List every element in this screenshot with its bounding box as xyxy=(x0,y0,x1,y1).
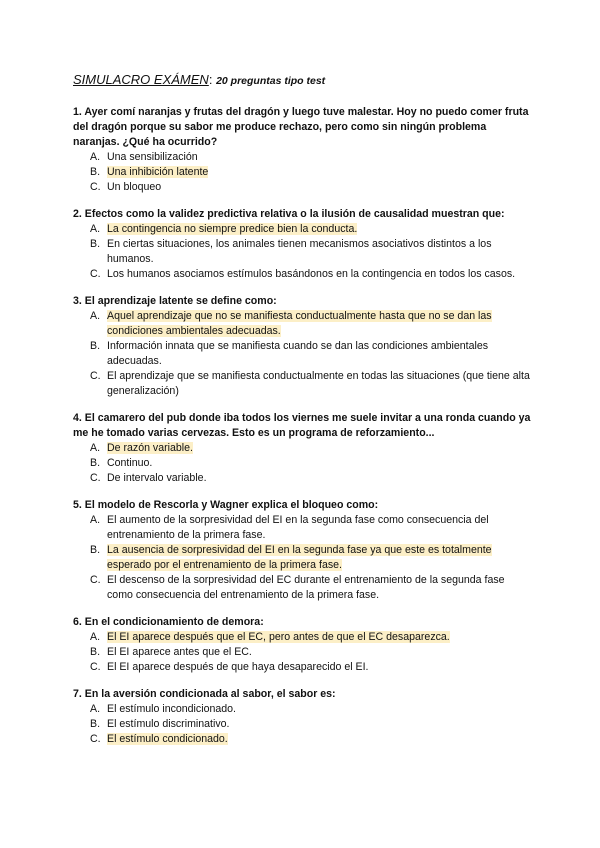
question-text: 1. Ayer comí naranjas y frutas del dragón y luego tuve malestar. Hoy no puedo comer fruta del dragón porque su sabor me produce rechazo, pero como sin ningún problema naranjas. ¿Qué ha ocurrido? xyxy=(73,106,529,148)
option-letter: B. xyxy=(90,718,101,730)
option-letter: B. xyxy=(90,340,101,352)
option-b xyxy=(73,339,533,369)
option-letter: A. xyxy=(90,442,101,454)
options-list xyxy=(73,222,533,282)
option-letter: C. xyxy=(90,733,101,745)
option-b xyxy=(73,456,533,471)
page-title xyxy=(73,72,533,87)
option-text: El EI aparece antes que el EC. xyxy=(107,646,252,658)
option-letter: C. xyxy=(90,574,101,586)
option-c xyxy=(73,369,533,399)
option-text-highlighted: La contingencia no siempre predice bien la conducta. xyxy=(107,223,358,235)
option-c xyxy=(73,573,533,603)
question-text: 6. En el condicionamiento de demora: xyxy=(73,616,264,628)
question-2 xyxy=(73,207,533,282)
option-text: El EI aparece después de que haya desaparecido el EI. xyxy=(107,661,369,673)
question-6 xyxy=(73,615,533,675)
question-7 xyxy=(73,687,533,747)
question-text: 7. En la aversión condicionada al sabor, el sabor es: xyxy=(73,688,336,700)
options-list xyxy=(73,630,533,675)
option-text-highlighted: Una inhibición latente xyxy=(107,166,209,178)
option-letter: B. xyxy=(90,238,101,250)
option-a xyxy=(73,309,533,339)
title-subtitle: 20 preguntas tipo test xyxy=(216,75,326,87)
document-page xyxy=(73,72,533,759)
option-letter: C. xyxy=(90,661,101,673)
option-a xyxy=(73,630,533,645)
option-a xyxy=(73,222,533,237)
option-letter: C. xyxy=(90,472,101,484)
option-c xyxy=(73,471,533,486)
option-a xyxy=(73,441,533,456)
option-letter: B. xyxy=(90,166,101,178)
option-letter: A. xyxy=(90,631,101,643)
options-list xyxy=(73,702,533,747)
option-b xyxy=(73,717,533,732)
title-main: SIMULACRO EXÁMEN xyxy=(73,72,209,87)
option-text-highlighted: El estímulo condicionado. xyxy=(107,733,228,745)
options-list xyxy=(73,513,533,603)
question-text: 3. El aprendizaje latente se define como: xyxy=(73,295,277,307)
option-a xyxy=(73,702,533,717)
option-text: Continuo. xyxy=(107,457,153,469)
option-letter: C. xyxy=(90,268,101,280)
option-c xyxy=(73,180,533,195)
option-text: El aumento de la sorpresividad del EI en la segunda fase como consecuencia del entrenamiento de la primera fase. xyxy=(107,514,489,541)
question-1 xyxy=(73,105,533,195)
question-text: 4. El camarero del pub donde iba todos los viernes me suele invitar a una ronda cuando ya me he tomado varias cervezas. Esto es un programa de reforzamiento... xyxy=(73,412,531,439)
option-text: El aprendizaje que se manifiesta conductualmente en todas las situaciones (que tiene alta generalización) xyxy=(107,370,530,397)
option-text: El descenso de la sorpresividad del EC durante el entrenamiento de la segunda fase como consecuencia del entrenamiento de la primera fase. xyxy=(107,574,505,601)
option-c xyxy=(73,660,533,675)
option-text-highlighted: El EI aparece después que el EC, pero antes de que el EC desaparezca. xyxy=(107,631,450,643)
option-letter: B. xyxy=(90,544,101,556)
option-letter: A. xyxy=(90,310,101,322)
option-letter: A. xyxy=(90,514,101,526)
option-letter: B. xyxy=(90,646,101,658)
title-separator: : xyxy=(208,72,213,87)
option-letter: A. xyxy=(90,223,101,235)
option-text: Un bloqueo xyxy=(107,181,162,193)
option-c xyxy=(73,267,533,282)
option-a xyxy=(73,150,533,165)
option-text: Información innata que se manifiesta cuando se dan las condiciones ambientales adecuadas. xyxy=(107,340,489,367)
option-b xyxy=(73,165,533,180)
option-letter: C. xyxy=(90,370,101,382)
option-letter: A. xyxy=(90,151,101,163)
option-text: Los humanos asociamos estímulos basándonos en la contingencia en todos los casos. xyxy=(107,268,516,280)
option-text-highlighted: Aquel aprendizaje que no se manifiesta conductualmente hasta que no se dan las condiciones ambientales adecuadas. xyxy=(107,310,492,337)
option-text-highlighted: La ausencia de sorpresividad del EI en la segunda fase ya que este es totalmente esperado por el entrenamiento de la primera fase. xyxy=(107,544,492,571)
option-text-highlighted: De razón variable. xyxy=(107,442,193,454)
option-letter: C. xyxy=(90,181,101,193)
question-4 xyxy=(73,411,533,486)
option-letter: B. xyxy=(90,457,101,469)
option-b xyxy=(73,237,533,267)
option-text: En ciertas situaciones, los animales tienen mecanismos asociativos distintos a los humanos. xyxy=(107,238,492,265)
option-c xyxy=(73,732,533,747)
options-list xyxy=(73,150,533,195)
option-text: El estímulo discriminativo. xyxy=(107,718,230,730)
option-b xyxy=(73,645,533,660)
option-a xyxy=(73,513,533,543)
options-list xyxy=(73,441,533,486)
option-text: Una sensibilización xyxy=(107,151,198,163)
option-text: De intervalo variable. xyxy=(107,472,207,484)
option-text: El estímulo incondicionado. xyxy=(107,703,236,715)
option-letter: A. xyxy=(90,703,101,715)
question-text: 2. Efectos como la validez predictiva relativa o la ilusión de causalidad muestran que: xyxy=(73,208,505,220)
options-list xyxy=(73,309,533,399)
question-5 xyxy=(73,498,533,603)
question-3 xyxy=(73,294,533,399)
option-b xyxy=(73,543,533,573)
question-text: 5. El modelo de Rescorla y Wagner explica el bloqueo como: xyxy=(73,499,379,511)
